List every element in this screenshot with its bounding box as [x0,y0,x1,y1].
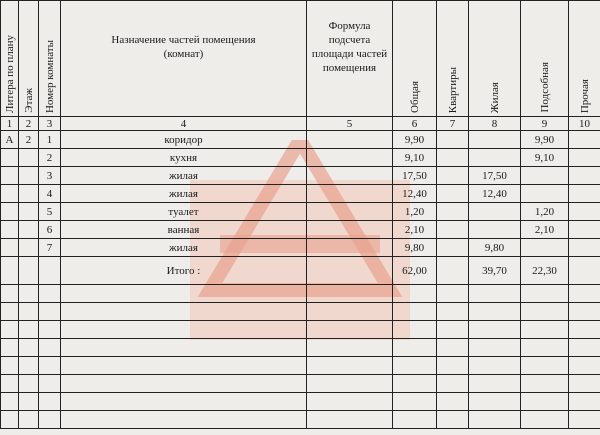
col-number: 3 [39,117,61,131]
row-other [569,239,600,257]
row-aux: 9,10 [521,149,569,167]
row-total: 2,10 [393,221,437,239]
row-formula [307,203,393,221]
header-purpose: Назначение частей помещения (комнат) [61,1,307,117]
row-other [569,221,600,239]
col-number: 8 [469,117,521,131]
row-name: коридор [61,131,307,149]
row-room-no: 6 [39,221,61,239]
col-number: 6 [393,117,437,131]
header-row [1,1,600,117]
row-living: 12,40 [469,185,521,203]
col-number: 9 [521,117,569,131]
row-other [569,131,600,149]
column-number-row [1,117,600,131]
row-liter [1,167,19,185]
row-other [569,149,600,167]
row-other [569,185,600,203]
totals-total: 62,00 [393,257,437,285]
table-row [1,167,600,185]
row-name: туалет [61,203,307,221]
row-name: жилая [61,167,307,185]
totals-aux: 22,30 [521,257,569,285]
row-total: 9,80 [393,239,437,257]
row-formula [307,149,393,167]
row-loggia [437,131,469,149]
col-number: 1 [1,117,19,131]
row-floor [19,149,39,167]
row-name: ванная [61,221,307,239]
row-formula [307,185,393,203]
totals-row [1,257,600,285]
row-living [469,149,521,167]
col-number: 10 [569,117,600,131]
header-loggia: Квартиры [437,1,469,117]
row-name: кухня [61,149,307,167]
empty-row [1,375,600,393]
row-floor [19,203,39,221]
row-total: 9,10 [393,149,437,167]
row-floor: 2 [19,131,39,149]
row-room-no: 5 [39,203,61,221]
table-row [1,185,600,203]
row-floor [19,239,39,257]
row-floor [19,167,39,185]
row-loggia [437,149,469,167]
empty-row [1,339,600,357]
row-liter [1,185,19,203]
row-living: 9,80 [469,239,521,257]
row-name: жилая [61,239,307,257]
header-room-no: Номер комнаты [39,1,61,117]
row-floor [19,185,39,203]
row-living: 17,50 [469,167,521,185]
row-total: 9,90 [393,131,437,149]
totals-label: Итого : [61,257,307,285]
table-row [1,239,600,257]
row-aux: 9,90 [521,131,569,149]
row-floor [19,221,39,239]
empty-row [1,303,600,321]
header-aux: Подсобная [521,1,569,117]
empty-row [1,285,600,303]
row-name: жилая [61,185,307,203]
header-other: Прочая [569,1,600,117]
empty-row [1,411,600,429]
empty-row [1,357,600,375]
header-floor: Этаж [19,1,39,117]
row-aux [521,239,569,257]
row-liter: А [1,131,19,149]
table-row [1,131,600,149]
table-row [1,221,600,239]
table-row [1,149,600,167]
row-formula [307,239,393,257]
row-living [469,221,521,239]
row-other [569,203,600,221]
header-total: Общая [393,1,437,117]
row-loggia [437,239,469,257]
row-loggia [437,167,469,185]
empty-row [1,393,600,411]
row-total: 12,40 [393,185,437,203]
row-liter [1,239,19,257]
col-number: 2 [19,117,39,131]
row-living [469,131,521,149]
row-formula [307,221,393,239]
row-liter [1,203,19,221]
row-liter [1,221,19,239]
row-loggia [437,185,469,203]
row-room-no: 1 [39,131,61,149]
header-formula: Формула подсчета площади частей помещения [307,1,393,117]
row-loggia [437,203,469,221]
col-number: 7 [437,117,469,131]
row-formula [307,131,393,149]
row-room-no: 2 [39,149,61,167]
row-room-no: 7 [39,239,61,257]
row-liter [1,149,19,167]
row-formula [307,167,393,185]
row-total: 17,50 [393,167,437,185]
row-other [569,167,600,185]
row-aux: 1,20 [521,203,569,221]
row-living [469,203,521,221]
row-total: 1,20 [393,203,437,221]
row-aux: 2,10 [521,221,569,239]
table-row [1,203,600,221]
row-aux [521,185,569,203]
totals-living: 39,70 [469,257,521,285]
empty-row [1,321,600,339]
row-room-no: 3 [39,167,61,185]
header-liter: Литера по плану [1,1,19,117]
row-aux [521,167,569,185]
header-living: Жилая [469,1,521,117]
col-number: 5 [307,117,393,131]
row-loggia [437,221,469,239]
row-room-no: 4 [39,185,61,203]
col-number: 4 [61,117,307,131]
